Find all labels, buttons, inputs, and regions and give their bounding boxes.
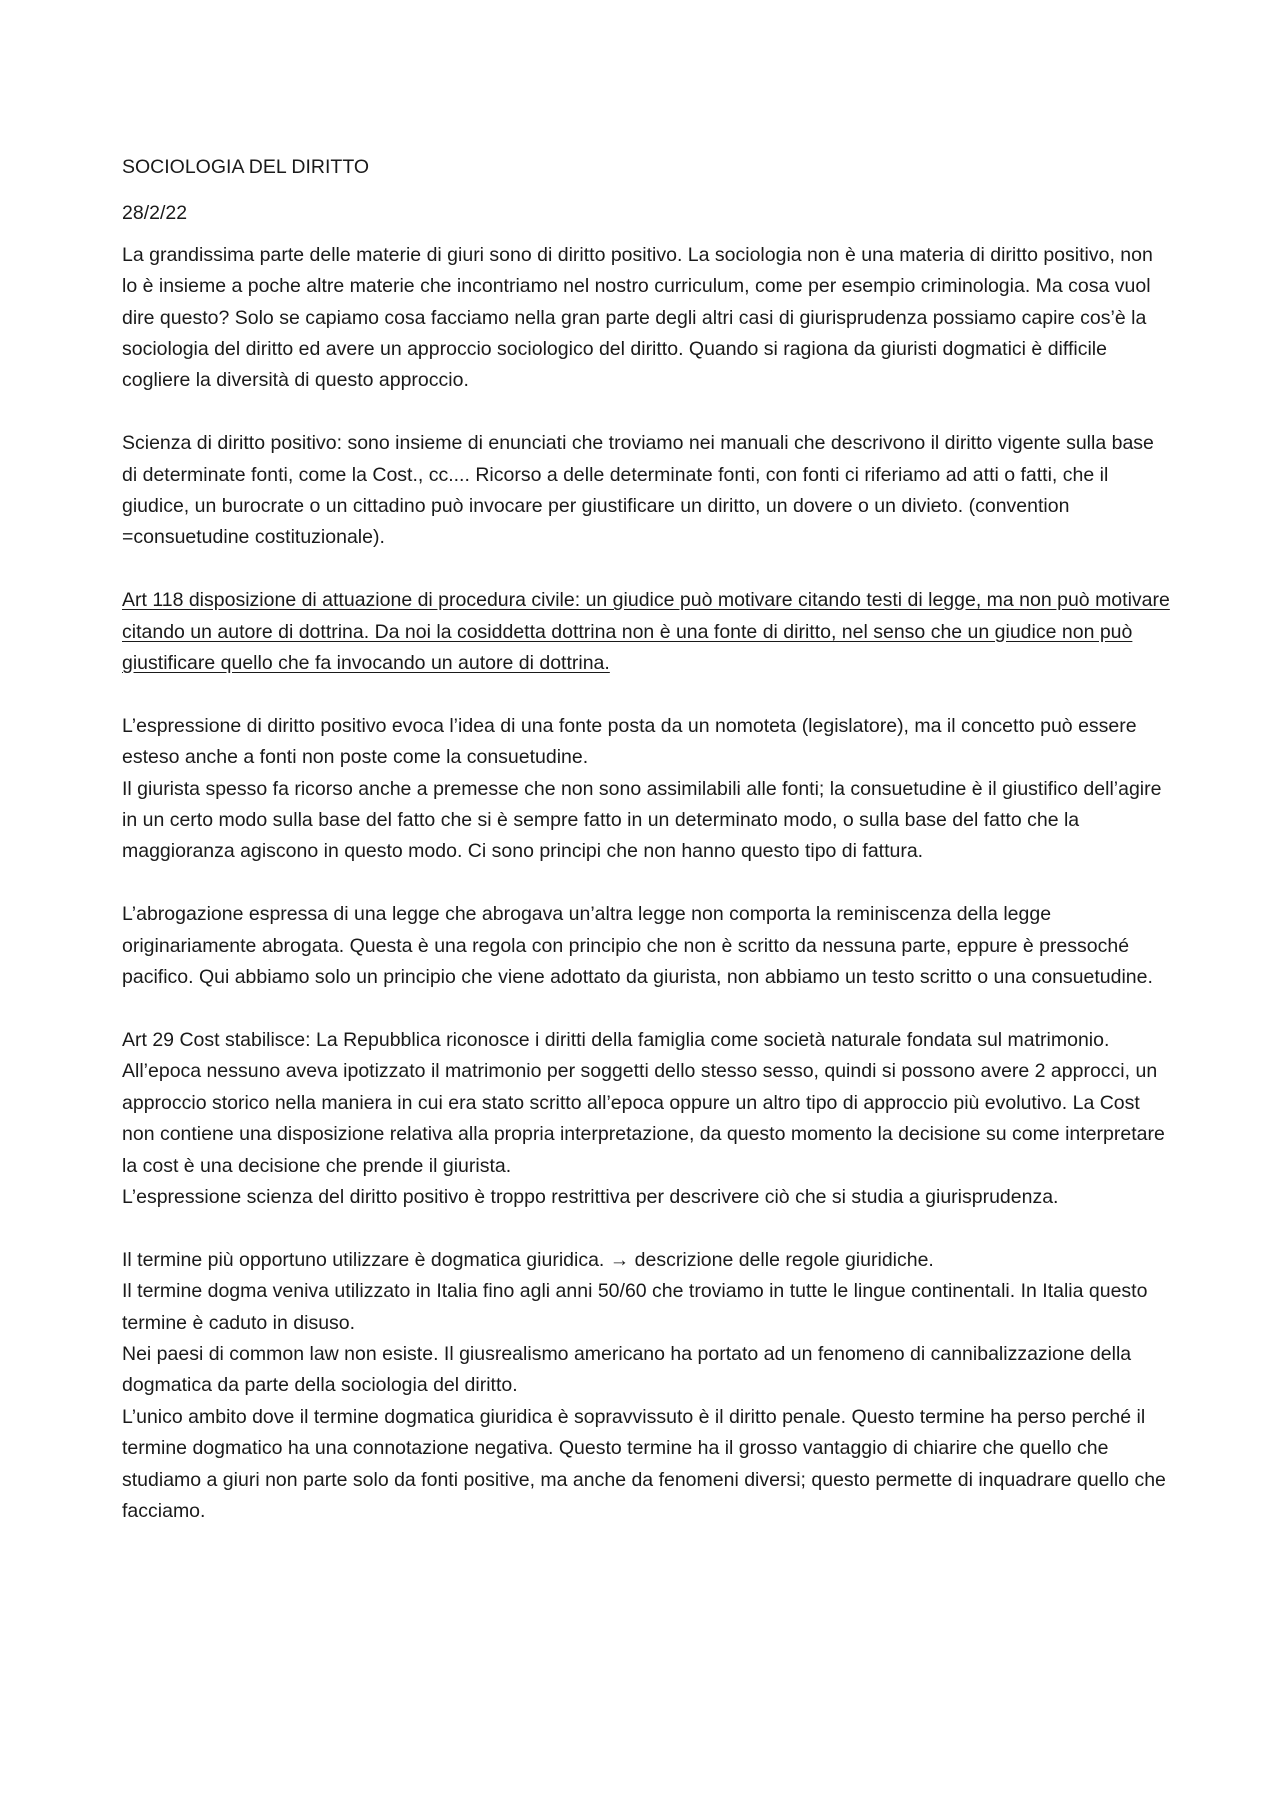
paragraph-gap: [122, 679, 1172, 710]
paragraph-dogmatica-giuridica: Il termine più opportuno utilizzare è dogmatica giuridica. → descrizione delle regole giuridiche.: [122, 1248, 934, 1271]
document-title: SOCIOLOGIA DEL DIRITTO: [122, 156, 370, 178]
paragraph-science-positive-law: Scienza di diritto positivo: sono insieme di enunciati che troviamo nei manuali che descrivono il diritto vigente sulla base di determinate fonti, come la Cost., cc.... Ricorso a delle determinate fonti, con fonti ci riferiamo ad atti o fatti, che il giudice, un burocrate o un cittadino può invocare per giustificare un diritto, un dovere o un divieto. (convention =consuetudine costituzionale).: [122, 432, 1154, 549]
paragraph-positive-law: La grandissima parte delle materie di giuri sono di diritto positivo. La sociologia non è una materia di diritto positivo, non lo è insieme a poche altre materie che incontriamo nel nostro curriculum, come per esempio criminologia. Ma cosa vuol dire questo? Solo se capiamo cosa facciamo nella gran parte degli altri casi di giurisprudenza possiamo capire cos’è la sociologia del diritto ed avere un approccio sociologico del diritto. Quando si ragiona da giuristi dogmatici è difficile cogliere la diversità di questo approccio.: [122, 243, 1153, 392]
paragraph-abrogazione: L’abrogazione espressa di una legge che abrogava un’altra legge non comporta la reminiscenza della legge originariamente abrogata. Questa è una regola con principio che non è scritto da nessuna parte, eppure è pressoché pacifico. Qui abbiamo solo un principio che viene adottato da giurista, non abbiamo un testo scritto o una consuetudine.: [122, 903, 1153, 989]
paragraph-gap: [122, 994, 1172, 1025]
paragraph-termine-dogma: Il termine dogma veniva utilizzato in Italia fino agli anni 50/60 che troviamo in tutte le lingue continentali. In Italia questo termine è caduto in disuso.: [122, 1280, 1148, 1334]
paragraph-art-29: Art 29 Cost stabilisce: La Repubblica riconosce i diritti della famiglia come società naturale fondata sul matrimonio. All’epoca nessuno aveva ipotizzato il matrimonio per soggetti dello stesso sesso, quindi si possono avere 2 approcci, un approccio storico nella maniera in cui era stato scritto all’epoca oppure un altro tipo di approccio più evolutivo. La Cost non contiene una disposizione relativa alla propria interpretazione, da questo momento la decisione su come interpretare la cost è una decisione che prende il giurista.: [122, 1028, 1165, 1177]
paragraph-nomoteta: L’espressione di diritto positivo evoca l’idea di una fonte posta da un nomoteta (legislatore), ma il concetto può essere esteso anche a fonti non poste come la consuetudine.: [122, 714, 1137, 769]
document-date: 28/2/22: [122, 202, 188, 225]
paragraph-scienza-restrittiva: L’espressione scienza del diritto positivo è troppo restrittiva per descrivere ciò che si studia a giurisprudenza.: [122, 1185, 1059, 1208]
paragraph-diritto-penale: L’unico ambito dove il termine dogmatica giuridica è sopravvissuto è il diritto penale. Questo termine ha perso perché il termine dogmatico ha una connotazione negativa. Questo termine ha il grosso vantaggio di chiarire che quello che studiamo a giuri non parte solo da fonti positive, ma anche da fenomeni diversi; questo permette di inquadrare quello che facciamo.: [122, 1405, 1166, 1522]
document-page: [122, 152, 1172, 1527]
paragraph-art-118: Art 118 disposizione di attuazione di procedura civile: un giudice può motivare citando testi di legge, ma non può motivare citando un autore di dottrina. Da noi la cosiddetta dottrina non è una fonte di diritto, nel senso che un giudice non può giustificare quello che fa invocando un autore di dottrina.: [122, 589, 1170, 675]
paragraph-gap: [122, 397, 1172, 428]
paragraph-giurista-premesse: Il giurista spesso fa ricorso anche a premesse che non sono assimilabili alle fonti; la consuetudine è il giustifico dell’agire in un certo modo sulla base del fatto che si è sempre fatto in un determinato modo, o sulla base del fatto che la maggioranza agiscono in questo modo. Ci sono principi che non hanno questo tipo di fattura.: [122, 777, 1162, 863]
paragraph-common-law: Nei paesi di common law non esiste. Il giusrealismo americano ha portato ad un fenomeno di cannibalizzazione della dogmatica da parte della sociologia del diritto.: [122, 1342, 1132, 1397]
paragraph-gap: [122, 1213, 1172, 1244]
paragraph-gap: [122, 868, 1172, 899]
paragraph-gap: [122, 554, 1172, 585]
